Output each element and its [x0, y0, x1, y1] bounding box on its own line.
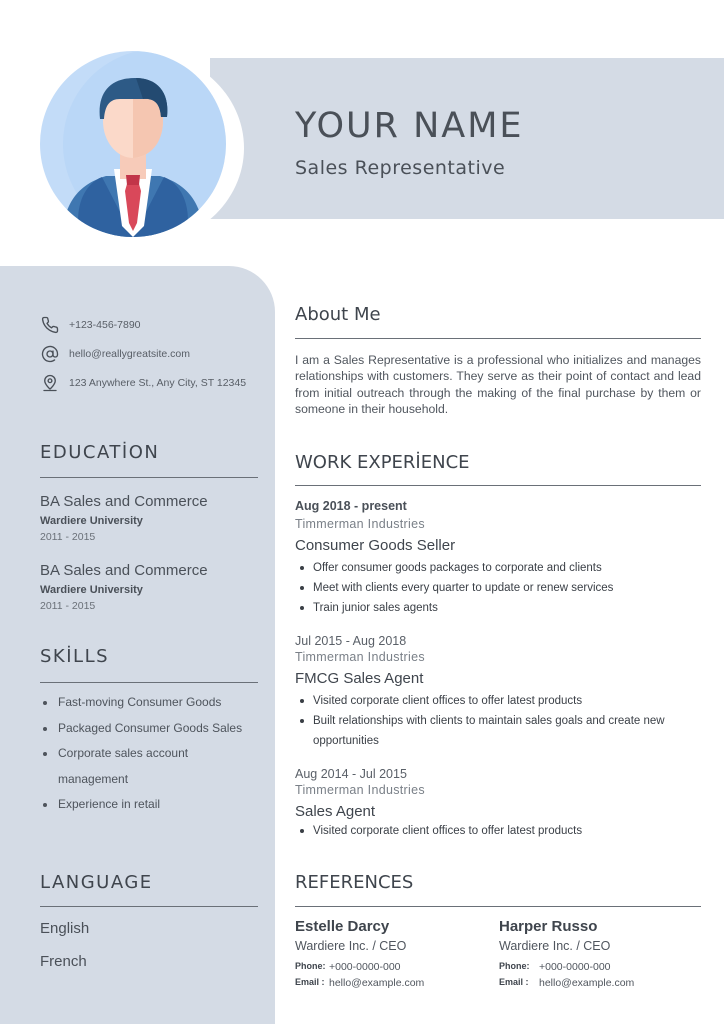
job-company: Timmerman Industries: [295, 517, 425, 531]
reference-name: Estelle Darcy: [295, 918, 390, 935]
experience-divider: [295, 485, 701, 486]
reference-phone: [499, 961, 699, 973]
education-school: Wardiere University: [40, 584, 143, 596]
skill-item: Packaged Consumer Goods Sales: [40, 716, 260, 742]
job-company: Timmerman Industries: [295, 650, 425, 664]
job-bullet: Meet with clients every quarter to update or renew services: [295, 578, 701, 598]
contact-address-text: 123 Anywhere St., Any City, ST 12345: [69, 377, 247, 389]
avatar: [40, 51, 226, 237]
job-date: Jul 2015 - Aug 2018: [295, 634, 407, 648]
job-bullet: Offer consumer goods packages to corporate and clients: [295, 558, 701, 578]
references-divider: [295, 906, 701, 907]
job-bullet: Visited corporate client offices to offer latest products: [295, 821, 701, 841]
education-divider: [40, 477, 258, 478]
job-date: Aug 2018 - present: [295, 499, 407, 513]
candidate-role: Sales Representative: [295, 157, 506, 179]
language-divider: [40, 906, 258, 907]
skills-heading: SKİLLS: [40, 646, 110, 667]
job-bullet: Built relationships with clients to maintain sales goals and create new opportunities: [295, 711, 701, 751]
phone-icon: [40, 315, 60, 335]
about-divider: [295, 338, 701, 339]
job-title: FMCG Sales Agent: [295, 670, 424, 687]
phone-value: +000-0000-000: [539, 961, 611, 973]
skills-list: [40, 690, 260, 818]
job-title: Sales Agent: [295, 803, 376, 820]
contact-address: [40, 373, 246, 393]
language-item: French: [40, 953, 87, 970]
skill-item: Corporate sales account management: [40, 741, 260, 792]
map-pin-icon: [40, 373, 60, 393]
education-school: Wardiere University: [40, 515, 143, 527]
skill-item: Experience in retail: [40, 792, 260, 818]
phone-label: Phone:: [499, 961, 530, 971]
reference-card: [295, 918, 495, 989]
reference-name: Harper Russo: [499, 918, 598, 935]
about-text: I am a Sales Representative is a professional who initializes and manages relationships with customers. They serve as their point of contact and lead from initial outreach through the making of the final purchase by them or someone in their household.: [295, 353, 701, 416]
reference-card: [499, 918, 699, 989]
education-degree: BA Sales and Commerce: [40, 493, 208, 510]
job-bullets: [295, 691, 701, 751]
email-value: hello@example.com: [329, 977, 425, 989]
education-years: 2011 - 2015: [40, 600, 96, 612]
businessman-avatar-icon: [40, 51, 226, 237]
email-label: Email :: [295, 977, 325, 987]
contact-email: [40, 344, 190, 364]
candidate-name: YOUR NAME: [295, 106, 524, 146]
about-heading: About Me: [295, 304, 381, 325]
contact-phone-text: +123-456-7890: [69, 319, 141, 331]
phone-value: +000-0000-000: [329, 961, 401, 973]
education-years: 2011 - 2015: [40, 531, 96, 543]
contact-phone: [40, 315, 141, 335]
job-bullet: Visited corporate client offices to offer latest products: [295, 691, 701, 711]
job-bullets: [295, 558, 701, 618]
skill-item: Fast-moving Consumer Goods: [40, 690, 260, 716]
job-title: Consumer Goods Seller: [295, 537, 456, 554]
experience-heading: WORK EXPERİENCE: [295, 452, 470, 473]
job-company: Timmerman Industries: [295, 783, 425, 797]
job-bullet: Train junior sales agents: [295, 598, 701, 618]
language-heading: LANGUAGE: [40, 872, 153, 893]
phone-label: Phone:: [295, 961, 326, 971]
references-heading: REFERENCES: [295, 872, 414, 893]
reference-email: [499, 977, 699, 989]
job-date: Aug 2014 - Jul 2015: [295, 767, 407, 781]
reference-email: [295, 977, 495, 989]
reference-org: Wardiere Inc. / CEO: [499, 939, 611, 953]
language-item: English: [40, 920, 90, 937]
email-value: hello@example.com: [539, 977, 635, 989]
reference-org: Wardiere Inc. / CEO: [295, 939, 407, 953]
email-label: Email :: [499, 977, 529, 987]
reference-phone: [295, 961, 495, 973]
contact-email-text: hello@reallygreatsite.com: [69, 348, 190, 360]
at-sign-icon: [40, 344, 60, 364]
education-heading: EDUCATİON: [40, 442, 160, 463]
job-bullets: [295, 821, 701, 841]
education-degree: BA Sales and Commerce: [40, 562, 208, 579]
skills-divider: [40, 682, 258, 683]
